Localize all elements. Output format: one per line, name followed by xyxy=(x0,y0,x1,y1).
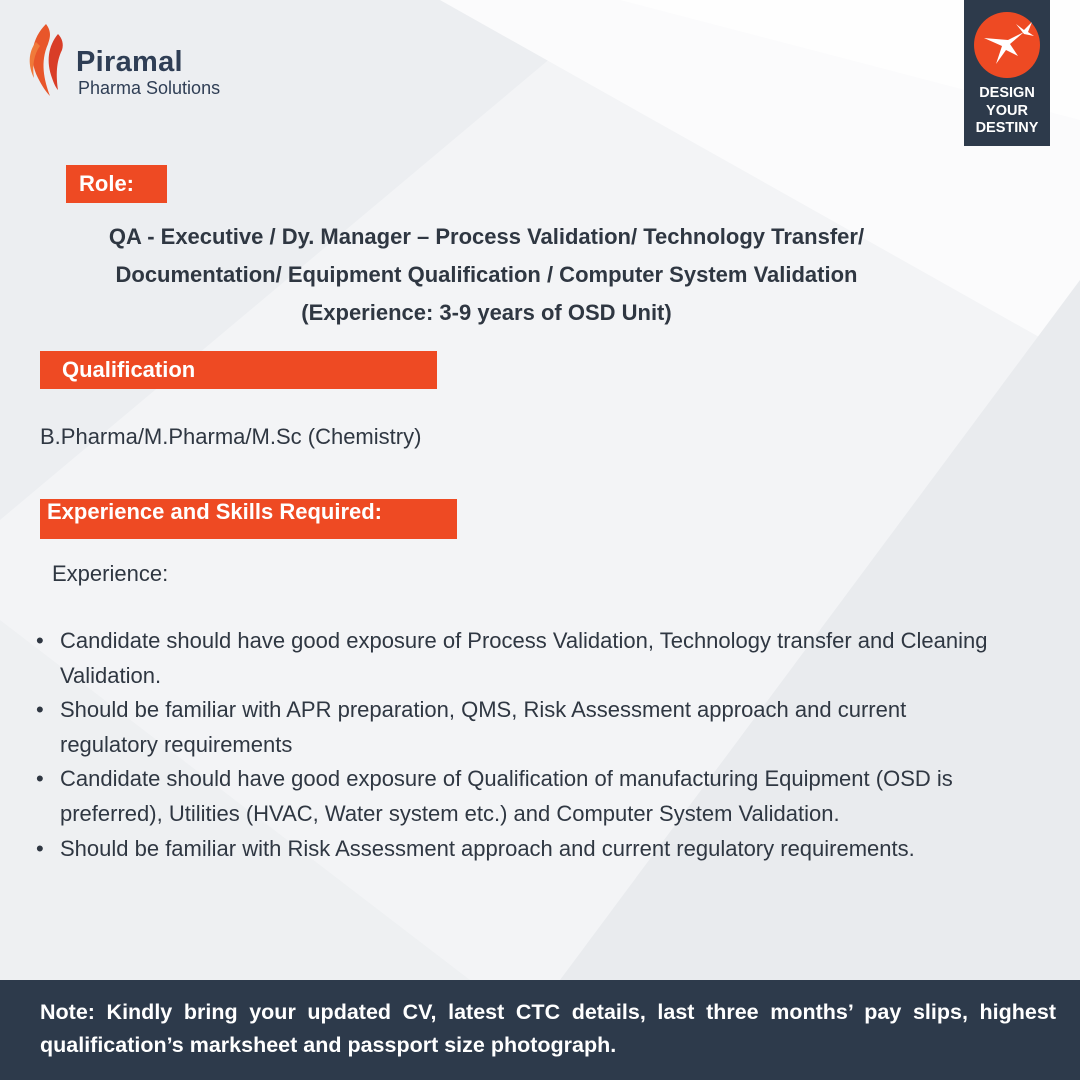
role-title-line: Documentation/ Equipment Qualification / Computer System Validation xyxy=(115,262,858,287)
list-item xyxy=(36,832,996,867)
list-item-text: Candidate should have good exposure of Process Validation, Technology transfer and Cleaning Validation. xyxy=(60,628,988,688)
experience-subheading: Experience: xyxy=(52,561,169,586)
note-footer xyxy=(0,980,1080,1080)
requirements-list xyxy=(36,624,996,866)
role-experience-line: (Experience: 3-9 years of OSD Unit) xyxy=(301,300,672,325)
list-item-text: Should be familiar with Risk Assessment approach and current regulatory requirements. xyxy=(60,835,915,861)
brand-subtitle: Pharma Solutions xyxy=(78,78,221,98)
experience-heading: Experience and Skills Required: xyxy=(40,499,457,539)
list-item xyxy=(36,693,996,762)
bullet-icon: • xyxy=(36,697,44,723)
list-item-text: Should be familiar with APR preparation, QMS, Risk Assessment approach and current regulatory requirements xyxy=(60,697,907,757)
role-heading: Role: xyxy=(66,165,167,203)
bullet-icon: • xyxy=(36,835,44,861)
piramal-logo xyxy=(22,20,262,100)
badge-line: DESIGN xyxy=(979,85,1035,101)
note-text: Note: Kindly bring your updated CV, latest CTC details, last three months’ pay slips, highest qualification’s marksheet and passport size photograph. xyxy=(40,1000,1056,1057)
bullet-icon: • xyxy=(36,628,44,653)
list-item-text: Candidate should have good exposure of Qualification of manufacturing Equipment (OSD is preferred), Utilities (HVAC, Water system etc.) and Computer System Validation. xyxy=(60,766,953,826)
birds-logo-icon xyxy=(972,10,1042,80)
badge-text xyxy=(964,85,1050,138)
list-item xyxy=(36,624,996,693)
brand-name: Piramal xyxy=(76,46,183,78)
role-title-line: QA - Executive / Dy. Manager – Process Validation/ Technology Transfer/ xyxy=(108,224,865,249)
qualification-text: B.Pharma/M.Pharma/M.Sc (Chemistry) xyxy=(40,424,422,449)
list-item xyxy=(36,762,996,831)
design-your-destiny-badge xyxy=(964,0,1050,146)
flame-icon xyxy=(22,20,72,98)
badge-line: DESTINY xyxy=(975,120,1039,136)
qualification-heading: Qualification xyxy=(40,351,437,389)
role-title xyxy=(40,218,933,332)
badge-line: YOUR xyxy=(986,102,1028,119)
bullet-icon: • xyxy=(36,766,44,792)
